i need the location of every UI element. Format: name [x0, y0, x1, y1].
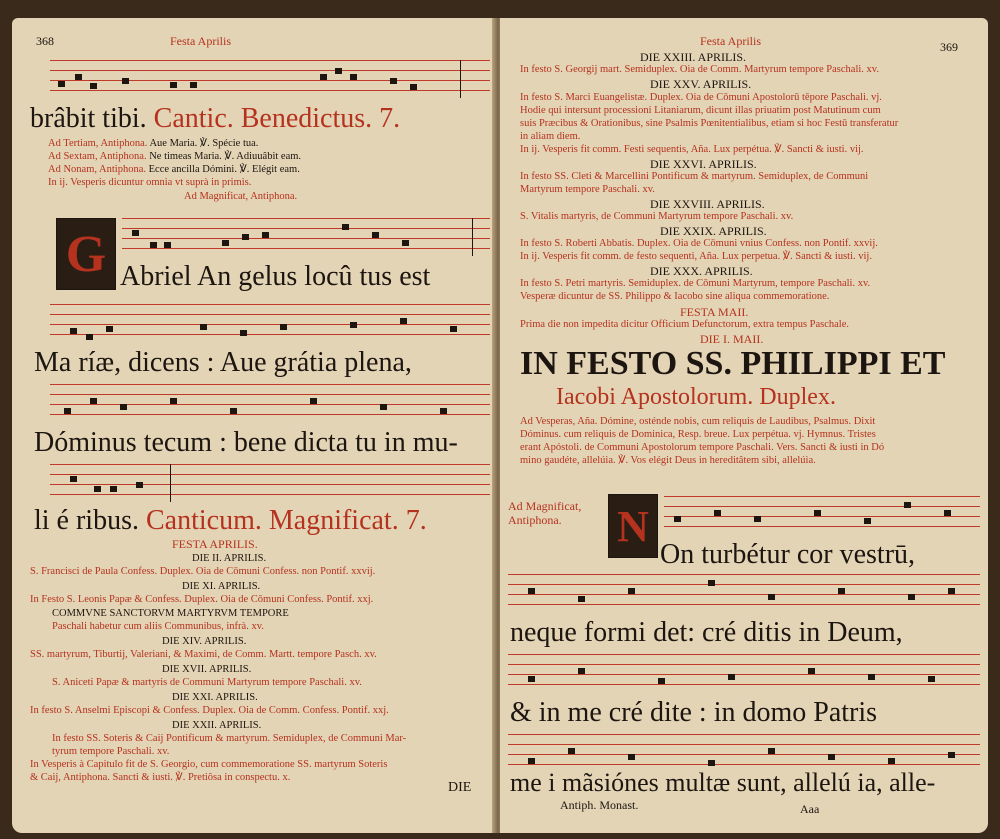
music-staff-r1 — [664, 496, 980, 536]
festa-maii-heading: FESTA MAII. — [680, 305, 749, 319]
die-xxv-text-5: In ij. Vesperis fit comm. Festi sequentis, Aña. Lux perpétua. ℣. Sancti & iusti. vij. — [520, 144, 864, 155]
die-xxv-text-3: suis Præcibus & Orationibus, sine Psalmis Pœnitentialibus, etiam si hoc Festū transferatur — [520, 118, 899, 129]
die-xxx-text: In festo S. Petri martyris. Semiduplex. de Cōmuni Martyrum, tempore Paschali. xv. — [520, 278, 871, 289]
signature-mark: Aaa — [800, 802, 820, 816]
die-xxii-text: In festo SS. Soteris & Caij Pontificum & martyrum. Semiduplex, de Communi Mar- — [52, 733, 407, 744]
die-xxv: DIE XXV. APRILIS. — [650, 77, 752, 91]
die-xxi-text: In festo S. Anselmi Episcopi & Confess. Duplex. Oia de Comm. Confess. Pontif. xxj. — [30, 705, 389, 716]
rubric-vesperis: In ij. Vesperis dicuntur omnia vt suprà in primis. — [48, 177, 252, 188]
rubric-tertiam: Ad Tertiam, Antiphona. Aue Maria. ℣. Spécie tua. — [48, 138, 259, 149]
die-xxii-text-4: & Caij, Antiphona. Sancti & iusti. ℣. Pretiôsa in conspectu. x. — [30, 772, 291, 783]
die-xxii: DIE XXII. APRILIS. — [172, 720, 262, 731]
die-i-maii: DIE I. MAII. — [700, 332, 764, 346]
prima-die-text: Prima die non impedita dicitur Officium Defunctorum, extra tempus Paschale. — [520, 319, 850, 330]
lyric-line-1: brâbit tibi. Cantic. Benedictus. 7. — [30, 103, 401, 134]
lyric-line-3: Ma ríæ, dicens : Aue grátia plena, — [34, 347, 412, 378]
rubric-nonam: Ad Nonam, Antiphona. Ecce ancilla Dómini. ℣. Elégit eam. — [48, 164, 300, 175]
music-staff-3 — [50, 304, 490, 344]
die-xvii: DIE XVII. APRILIS. — [162, 664, 252, 675]
die-xxvi-text-2: Martyrum tempore Paschali. xv. — [520, 184, 655, 195]
vesperas-line-2: Dóminus. cum reliquis de Dominica, Resp. breue. Lux perpétua. vj. Hymnus. Tristes — [520, 429, 876, 440]
die-xxx-text-2: Vesperæ dicuntur de SS. Philippo & Iacobo sine aliqua commemoratione. — [520, 291, 830, 302]
die-xxix-text-2: In ij. Vesperis fit comm. de festo sequenti, Aña. Lux perpetua. ℣. Sancti & iusti. vij. — [520, 251, 872, 262]
antiphon-line-3: & in me cré dite : in domo Patris — [510, 697, 878, 728]
die-xxii-text-2: tyrum tempore Paschali. xv. — [52, 746, 170, 757]
drop-cap-g: G — [56, 218, 116, 290]
right-page — [500, 18, 988, 833]
catchword: DIE — [448, 780, 472, 795]
music-staff-1 — [50, 60, 490, 100]
running-head-left: Festa Aprilis — [170, 34, 232, 48]
die-xxv-text: In festo S. Marci Euangelistæ. Duplex. Oia de Cōmuni Apostolorū tēpore Paschali. vj. — [520, 92, 882, 103]
antiphon-line-4: me i mãsiónes multæ sunt, allelú ia, alle- — [510, 768, 936, 797]
die-xiv-text: SS. martyrum, Tiburtij, Valeriani, & Maximi, de Comm. Martt. tempore Pasch. xv. — [30, 649, 377, 660]
antiphon-line-2: neque formi det: cré ditis in Deum, — [510, 617, 903, 648]
die-xxx: DIE XXX. APRILIS. — [650, 264, 753, 278]
music-staff-r2 — [508, 574, 980, 614]
vesperas-line-4: mino gaudéte, allelúia. ℣. Vos elégit Deus in hereditâtem sibi, allelúia. — [520, 455, 816, 466]
die-xxii-text-3: In Vesperis à Capitulo fit de S. Georgio, cum commemoratione SS. martyrum Soteris — [30, 759, 388, 770]
festa-aprilis-heading: FESTA APRILIS. — [172, 537, 258, 551]
die-ii: DIE II. APRILIS. — [192, 553, 267, 564]
die-xxv-text-4: in aliam diem. — [520, 131, 581, 142]
feast-subtitle: Iacobi Apostolorum. Duplex. — [556, 384, 836, 410]
vesperas-line-3: erant Apóstoli. de Communi Apostolorum tempore Paschali. Vers. Sancti & iusti in Dó — [520, 442, 885, 453]
music-staff-5 — [50, 464, 490, 504]
die-xxviii-text: S. Vitalis martyris, de Communi Martyrum tempore Paschali. xv. — [520, 211, 794, 222]
die-xxvi-text: In festo SS. Cleti & Marcellini Pontificum & martyrum. Semiduplex, de Communi — [520, 171, 869, 182]
left-page — [12, 18, 494, 833]
die-xxix: DIE XXIX. APRILIS. — [660, 224, 767, 238]
magnificat-label: Ad Magnificat, — [508, 499, 582, 513]
page-number-right: 369 — [940, 40, 958, 54]
music-staff-4 — [50, 384, 490, 424]
commune-text: Paschali habetur cum aliis Communibus, infrà. xv. — [52, 621, 264, 632]
page-number-left: 368 — [36, 34, 54, 48]
die-xi-text: In Festo S. Leonis Papæ & Confess. Duplex. Oia de Cōmuni Confess. Pontif. xxj. — [30, 594, 374, 605]
vesperas-line-1: Ad Vesperas, Aña. Dómine, osténde nobis, cum reliquis de Laudibus, Psalmus. Dixit — [520, 416, 876, 427]
lyric-line-2: Abriel An gelus locû tus est — [120, 261, 431, 292]
die-xxv-text-2: Hodie qui intersunt processioni Litaniarum, dicunt illas priuatim post Matutinum cum — [520, 105, 881, 116]
feast-title: IN FESTO SS. PHILIPPI ET — [520, 345, 946, 382]
die-xxix-text: In festo S. Roberti Abbatis. Duplex. Oia de Cōmuni vnius Confess. non Pontif. xxvij. — [520, 238, 878, 249]
rubric-magnificat: Ad Magnificat, Antiphona. — [184, 191, 298, 202]
die-xvii-text: S. Aniceti Papæ & martyris de Communi Martyrum tempore Paschali. xv. — [52, 677, 362, 688]
die-xxiii: DIE XXIII. APRILIS. — [640, 50, 746, 64]
antiphona-label: Antiphona. — [508, 513, 562, 527]
lyric-line-4: Dóminus tecum : bene dicta tu in mu- — [34, 427, 458, 458]
die-xiv: DIE XIV. APRILIS. — [162, 636, 247, 647]
antiphon-line-1: On turbétur cor vestrū, — [660, 539, 916, 570]
die-xxvi: DIE XXVI. APRILIS. — [650, 157, 757, 171]
music-staff-2 — [122, 218, 490, 258]
die-xxviii: DIE XXVIII. APRILIS. — [650, 197, 765, 211]
lyric-line-5: li é ribus. Canticum. Magnificat. 7. — [34, 505, 427, 536]
drop-cap-n: N — [608, 494, 658, 558]
die-xi: DIE XI. APRILIS. — [182, 581, 261, 592]
die-xxiii-text: In festo S. Georgij mart. Semiduplex. Oia de Comm. Martyrum tempore Paschali. xv. — [520, 64, 879, 75]
commune-heading: COMMVNE SANCTORVM MARTYRVM TEMPORE — [52, 608, 289, 619]
die-xxi: DIE XXI. APRILIS. — [172, 692, 258, 703]
die-ii-text: S. Francisci de Paula Confess. Duplex. Oia de Cōmuni Confess. non Pontif. xxvij. — [30, 566, 376, 577]
footer-note: Antiph. Monast. — [560, 798, 639, 812]
running-head-right: Festa Aprilis — [700, 34, 762, 48]
rubric-sextam: Ad Sextam, Antiphona. Ne timeas Maria. ℣. Adiuuâbit eam. — [48, 151, 302, 162]
music-staff-r3 — [508, 654, 980, 694]
